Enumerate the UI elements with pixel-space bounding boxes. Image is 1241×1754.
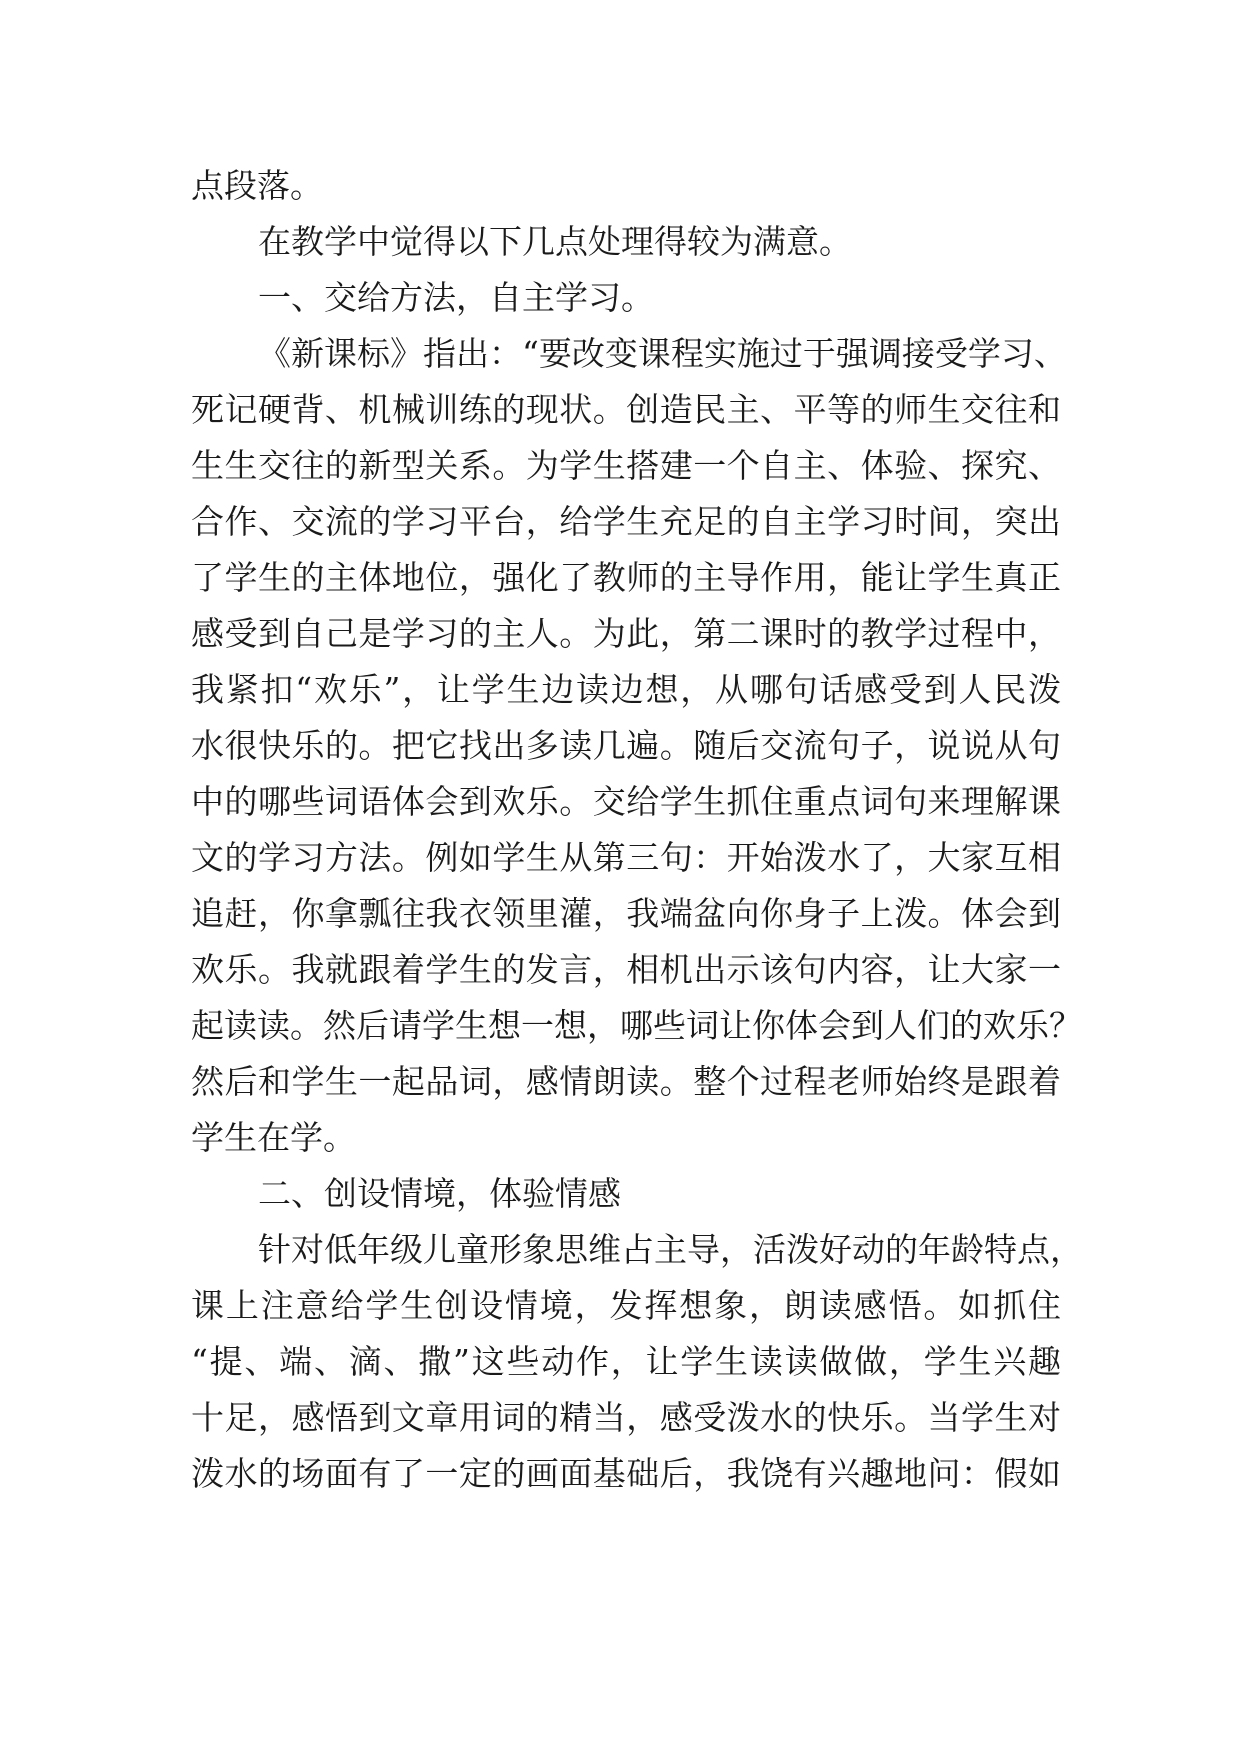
text-line: 一、交给方法，自主学习。	[258, 278, 654, 317]
text-line: 然后和学生一起品词，感情朗读。整个过程老师始终是跟着	[191, 1062, 1061, 1101]
body-text	[191, 158, 1083, 1502]
text-line: 合作、交流的学习平台，给学生充足的自主学习时间，突出	[191, 502, 1061, 541]
text-line: 二、创设情境，体验情感	[258, 1174, 621, 1213]
text-line: 欢乐。我就跟着学生的发言，相机出示该句内容，让大家一	[191, 950, 1061, 989]
text-line: 我紧扣“欢乐”，让学生边读边想，从哪句话感受到人民泼	[191, 670, 1061, 709]
text-line: 针对低年级儿童形象思维占主导，活泼好动的年龄特点，	[258, 1230, 1083, 1269]
text-line: 《新课标》指出：“要改变课程实施过于强调接受学习、	[258, 334, 1067, 373]
text-line: 在教学中觉得以下几点处理得较为满意。	[258, 222, 852, 261]
text-line: 十足，感悟到文章用词的精当，感受泼水的快乐。当学生对	[191, 1398, 1061, 1437]
text-line: 追赶，你拿瓢往我衣领里灌，我端盆向你身子上泼。体会到	[191, 894, 1061, 933]
text-line: 生生交往的新型关系。为学生搭建一个自主、体验、探究、	[191, 446, 1061, 485]
text-line: 起读读。然后请学生想一想，哪些词让你体会到人们的欢乐？	[191, 1006, 1082, 1045]
text-line: 水很快乐的。把它找出多读几遍。随后交流句子，说说从句	[191, 726, 1061, 765]
text-line: 泼水的场面有了一定的画面基础后，我饶有兴趣地问：假如	[191, 1454, 1061, 1493]
text-line: 课上注意给学生创设情境，发挥想象，朗读感悟。如抓住	[191, 1286, 1061, 1325]
text-line: 点段落。	[191, 166, 323, 205]
text-line: 学生在学。	[191, 1118, 356, 1157]
text-line: 死记硬背、机械训练的现状。创造民主、平等的师生交往和	[191, 390, 1061, 429]
text-line: 感受到自己是学习的主人。为此，第二课时的教学过程中，	[191, 614, 1061, 653]
text-line: 了学生的主体地位，强化了教师的主导作用，能让学生真正	[191, 558, 1061, 597]
text-line: “提、端、滴、撒”这些动作，让学生读读做做，学生兴趣	[191, 1342, 1061, 1381]
text-line: 文的学习方法。例如学生从第三句：开始泼水了，大家互相	[191, 838, 1061, 877]
text-line: 中的哪些词语体会到欢乐。交给学生抓住重点词句来理解课	[191, 782, 1061, 821]
